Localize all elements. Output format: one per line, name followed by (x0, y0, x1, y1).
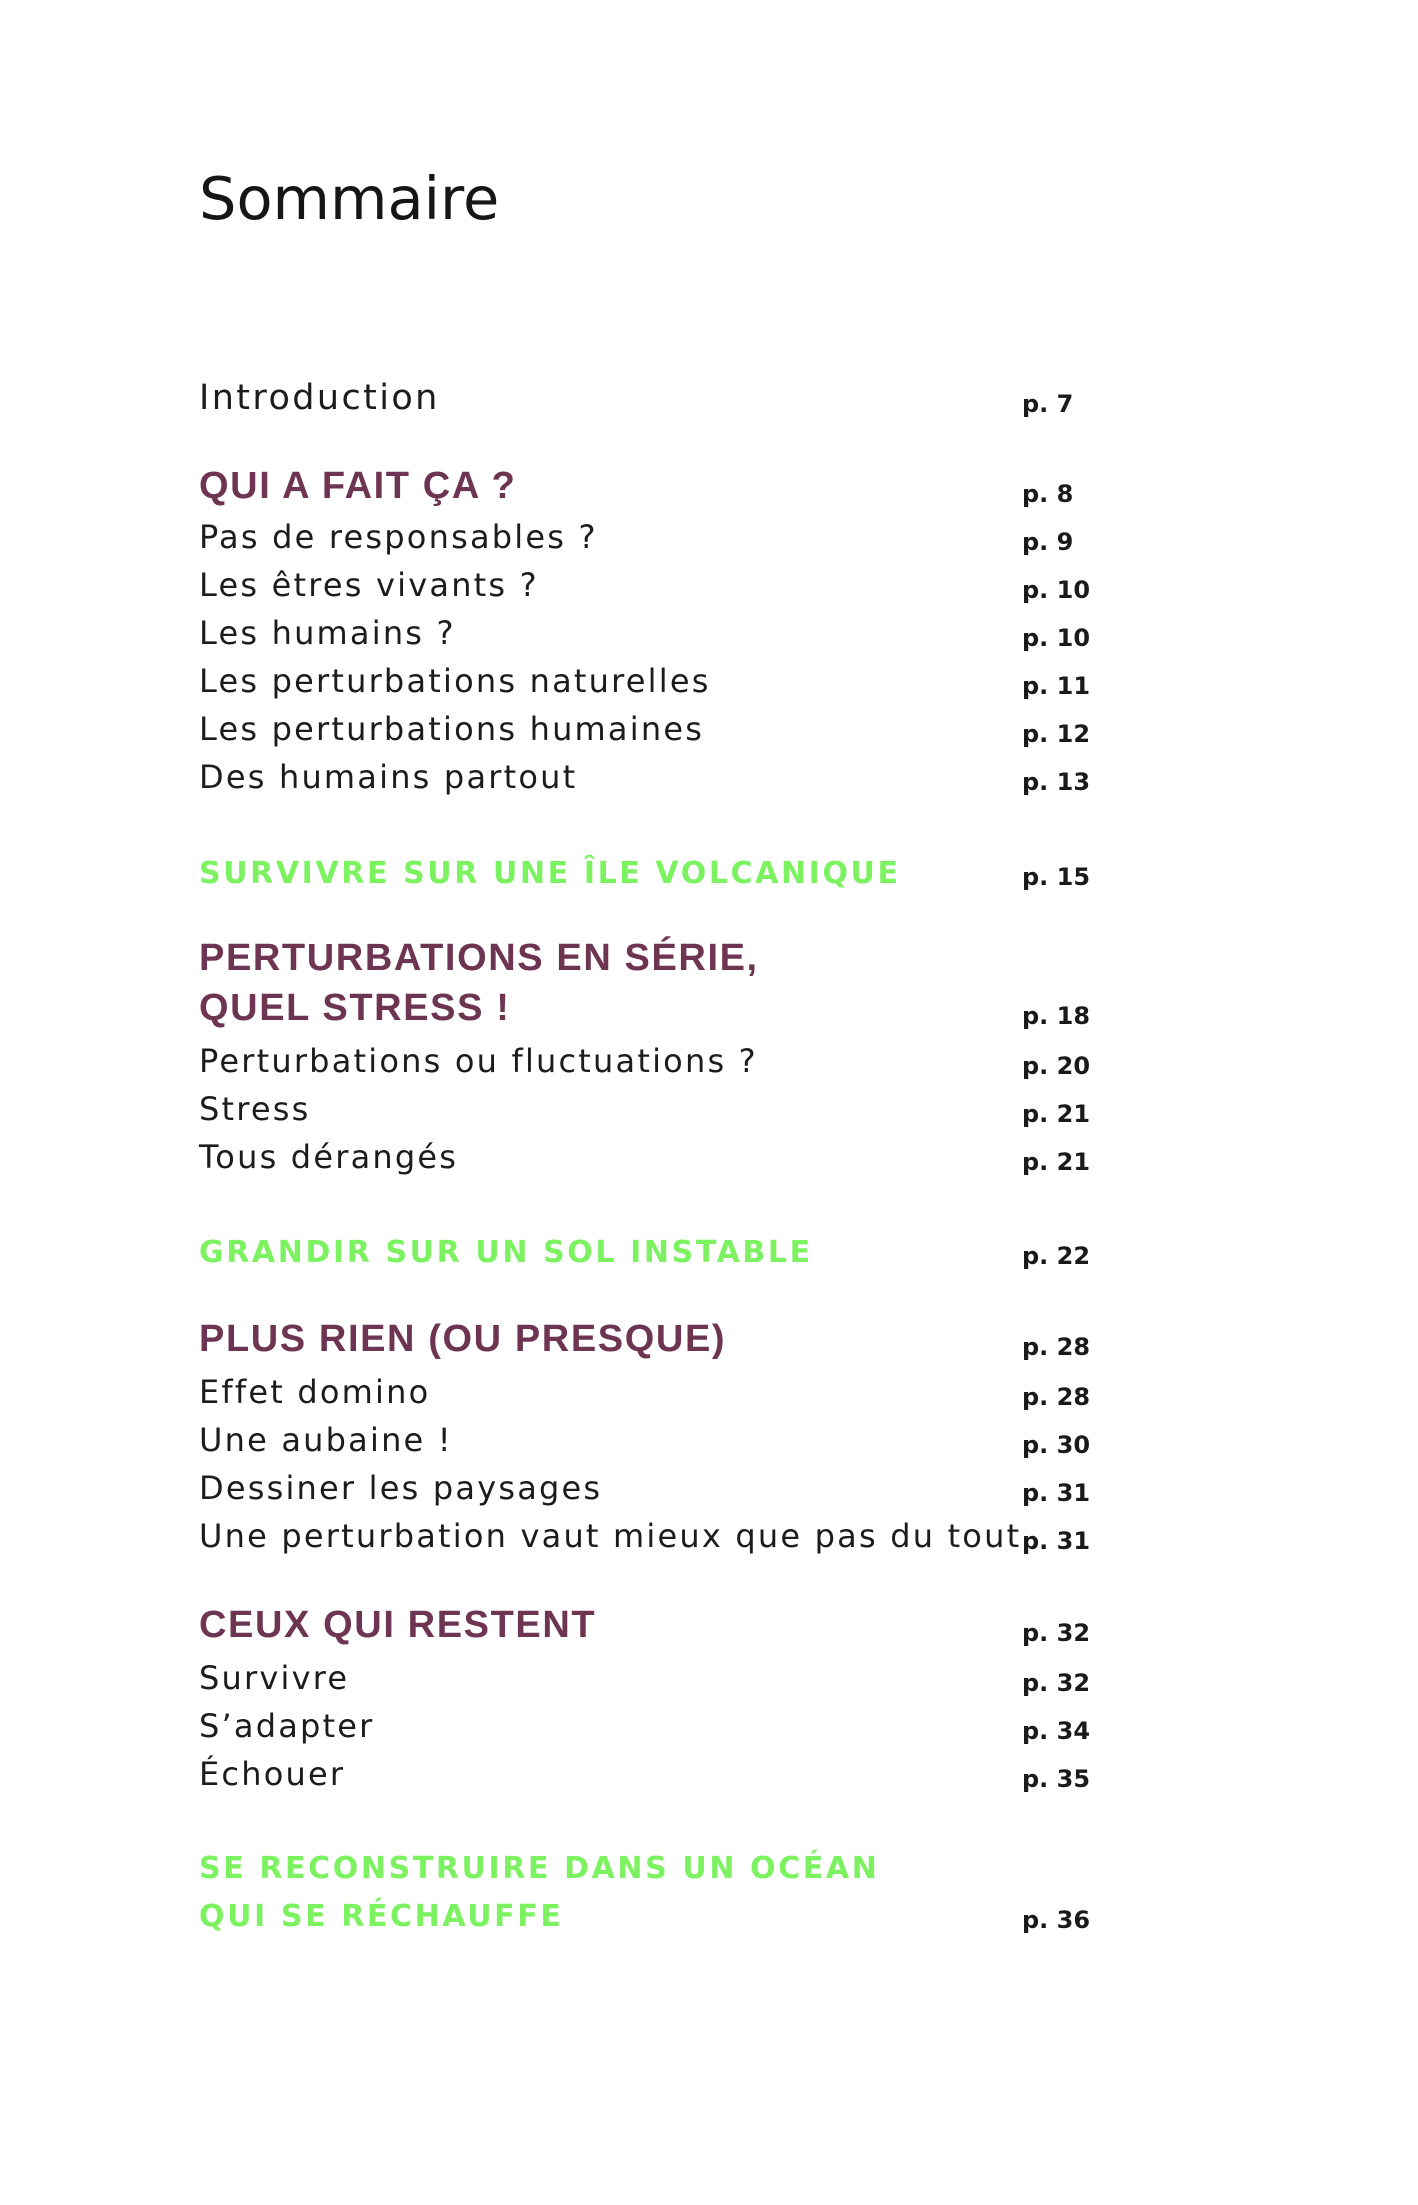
toc-entry[interactable] (199, 1040, 1099, 1088)
page-title: Sommaire (199, 164, 500, 233)
toc-entry-page: p. 22 (1022, 1242, 1091, 1270)
toc-story-label: SE RECONSTRUIRE DANS UN OCÉAN (199, 1851, 880, 1886)
toc-entry-page: p. 21 (1022, 1100, 1091, 1128)
toc-story-ile-volcanique[interactable] (199, 851, 1099, 899)
toc-entry-page: p. 13 (1022, 768, 1091, 796)
toc-chapter-label: PERTURBATIONS EN SÉRIE, (199, 937, 759, 979)
toc-entry-label: Effet domino (199, 1373, 431, 1411)
toc-entry-page: p. 11 (1022, 672, 1091, 700)
toc-entry-page: p. 31 (1022, 1527, 1091, 1555)
toc-story-rechauffe[interactable] (199, 1894, 1099, 1942)
toc-entry[interactable] (199, 1753, 1099, 1801)
toc-chapter-label: PLUS RIEN (OU PRESQUE) (199, 1318, 727, 1360)
toc-chapter-label: CEUX QUI RESTENT (199, 1604, 597, 1646)
toc-entry[interactable] (199, 1467, 1099, 1515)
toc-chapter-perturbations-en-serie[interactable] (199, 937, 1099, 988)
toc-entry-page: p. 31 (1022, 1479, 1091, 1507)
toc-story-label: SURVIVRE SUR UNE ÎLE VOLCANIQUE (199, 856, 901, 891)
toc-entry[interactable] (199, 1657, 1099, 1705)
toc-entry-label: Introduction (199, 378, 440, 418)
toc-entry-label: Perturbations ou fluctuations ? (199, 1042, 758, 1080)
toc-entry-page: p. 9 (1022, 528, 1074, 556)
toc-entry[interactable] (199, 1705, 1099, 1753)
toc-chapter-label: QUI A FAIT ÇA ? (199, 465, 517, 507)
toc-entry-page: p. 36 (1022, 1906, 1091, 1934)
toc-entry-label: Pas de responsables ? (199, 518, 598, 556)
toc-entry-page: p. 30 (1022, 1431, 1091, 1459)
toc-entry-label: S’adapter (199, 1707, 375, 1745)
toc-chapter-qui-a-fait-ca[interactable] (199, 465, 1099, 516)
toc-entry[interactable] (199, 1419, 1099, 1467)
toc-story-sol-instable[interactable] (199, 1230, 1099, 1278)
toc-entry-page: p. 32 (1022, 1619, 1091, 1647)
toc-entry[interactable] (199, 1136, 1099, 1184)
toc-story-ocean[interactable] (199, 1846, 1099, 1894)
toc-entry-label: Une aubaine ! (199, 1421, 453, 1459)
toc-entry-label: Tous dérangés (199, 1138, 459, 1176)
toc-entry-page: p. 21 (1022, 1148, 1091, 1176)
toc-chapter-ceux-qui-restent[interactable] (199, 1604, 1099, 1655)
toc-entry-label: Stress (199, 1090, 311, 1128)
toc-entry[interactable] (199, 1371, 1099, 1419)
toc-entry[interactable] (199, 756, 1099, 804)
toc-story-label: GRANDIR SUR UN SOL INSTABLE (199, 1235, 813, 1270)
toc-chapter-label: QUEL STRESS ! (199, 987, 511, 1029)
toc-entry[interactable] (199, 708, 1099, 756)
toc-entry-page: p. 12 (1022, 720, 1091, 748)
toc-entry-page: p. 15 (1022, 863, 1091, 891)
toc-entry-label: Les êtres vivants ? (199, 566, 539, 604)
toc-entry[interactable] (199, 564, 1099, 612)
toc-entry-label: Les perturbations naturelles (199, 662, 711, 700)
toc-entry[interactable] (199, 516, 1099, 564)
toc-entry[interactable] (199, 1088, 1099, 1136)
toc-entry-page: p. 32 (1022, 1669, 1091, 1697)
toc-entry-label: Échouer (199, 1755, 346, 1793)
toc-entry-page: p. 34 (1022, 1717, 1091, 1745)
toc-entry-label: Une perturbation vaut mieux que pas du tout (199, 1517, 1022, 1555)
toc-entry[interactable] (199, 612, 1099, 660)
toc-entry-page: p. 28 (1022, 1383, 1091, 1411)
toc-entry-label: Des humains partout (199, 758, 578, 796)
toc-story-label: QUI SE RÉCHAUFFE (199, 1899, 564, 1934)
toc-entry-page: p. 20 (1022, 1052, 1091, 1080)
toc-entry-label: Survivre (199, 1659, 350, 1697)
toc-entry-page: p. 10 (1022, 624, 1091, 652)
toc-entry-label: Dessiner les paysages (199, 1469, 603, 1507)
toc-chapter-quel-stress[interactable] (199, 987, 1099, 1038)
toc-entry-page: p. 8 (1022, 480, 1074, 508)
toc-entry-page: p. 28 (1022, 1333, 1091, 1361)
toc-entry-page: p. 18 (1022, 1002, 1091, 1030)
toc-entry[interactable] (199, 660, 1099, 708)
toc-entry[interactable] (199, 1515, 1099, 1563)
toc-entry-page: p. 7 (1022, 390, 1074, 418)
toc-entry-introduction[interactable] (199, 378, 1099, 426)
toc-entry-page: p. 35 (1022, 1765, 1091, 1793)
toc-chapter-plus-rien[interactable] (199, 1318, 1099, 1369)
toc-entry-label: Les humains ? (199, 614, 456, 652)
toc-entry-label: Les perturbations humaines (199, 710, 705, 748)
toc-entry-page: p. 10 (1022, 576, 1091, 604)
